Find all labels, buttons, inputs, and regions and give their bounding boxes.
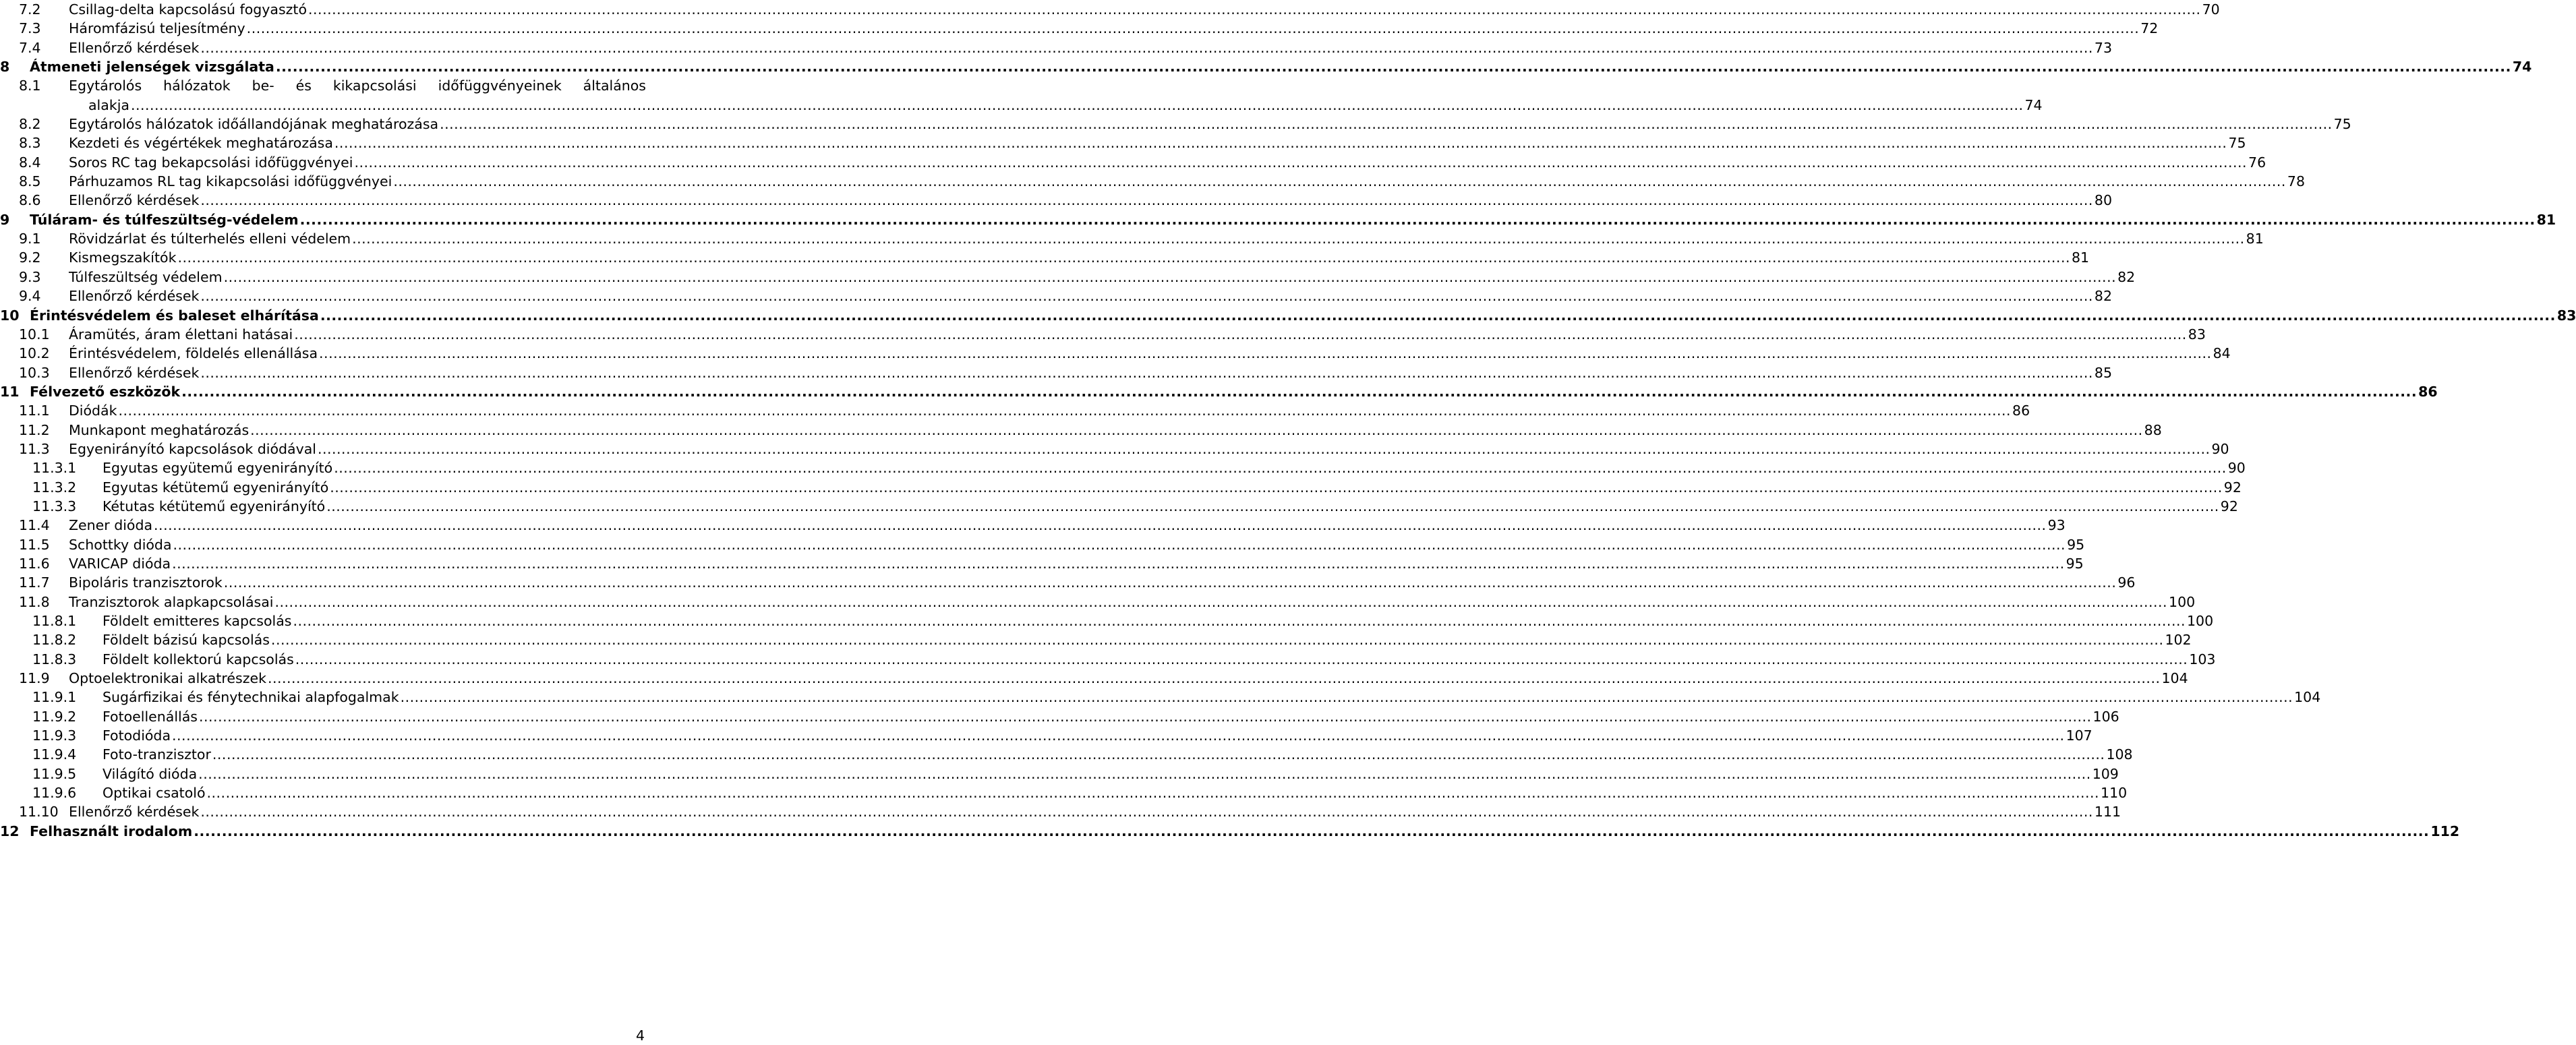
toc-entry[interactable] [0, 191, 2112, 210]
dot-leader: ................................................................................................................................................................................................................................................................................................................................................................................................................ [354, 154, 2248, 171]
toc-entry-number: 8.2 [19, 116, 41, 133]
toc-entry-title: VARICAP dióda [69, 555, 171, 572]
dot-leader: ................................................................................................................................................................................................................................................................................................................................................................................................................ [320, 307, 2556, 324]
toc-entry-title: Kétutas kétütemű egyenirányító [103, 498, 326, 514]
toc-entry-number: 10.3 [19, 364, 50, 381]
toc-entry-row [69, 440, 2229, 458]
dot-leader: ................................................................................................................................................................................................................................................................................................................................................................................................................ [154, 517, 2047, 534]
dot-leader: ................................................................................................................................................................................................................................................................................................................................................................................................................ [270, 632, 2164, 649]
dot-leader: ................................................................................................................................................................................................................................................................................................................................................................................................................ [250, 421, 2143, 438]
toc-entry-page: 75 [2333, 116, 2351, 133]
toc-entry-title: Diódák [69, 402, 117, 419]
toc-entry-number: 9.1 [19, 231, 41, 247]
toc-entry-page: 107 [2066, 727, 2092, 744]
toc-entry[interactable] [0, 745, 2133, 764]
toc-entry-number: 8 [0, 59, 10, 76]
toc-entry[interactable] [0, 210, 2556, 229]
toc-entry-title: Kezdeti és végértékek meghatározása [69, 135, 333, 152]
toc-entry-number: 11.3.3 [32, 498, 77, 514]
toc-entry[interactable] [0, 765, 2119, 783]
dot-leader: ................................................................................................................................................................................................................................................................................................................................................................................................................ [194, 823, 2430, 839]
dot-leader: ................................................................................................................................................................................................................................................................................................................................................................................................................ [295, 651, 2188, 667]
dot-leader: ................................................................................................................................................................................................................................................................................................................................................................................................................ [330, 479, 2223, 496]
toc-entry-title: Ellenőrző kérdések [69, 192, 200, 209]
toc-entry-number: 9 [0, 211, 10, 228]
dot-leader: ................................................................................................................................................................................................................................................................................................................................................................................................................ [440, 116, 2333, 133]
toc-entry-page: 86 [2012, 402, 2030, 419]
toc-entry[interactable] [0, 669, 2188, 688]
toc-entry-page: 95 [2066, 555, 2084, 572]
toc-entry-number: 11.9.2 [32, 708, 77, 725]
toc-entry-number: 11.9.3 [32, 727, 77, 744]
toc-entry-number: 7.4 [19, 39, 41, 56]
toc-entry[interactable] [0, 650, 2216, 669]
toc-entry-row [69, 133, 2246, 152]
toc-entry-page: 100 [2187, 613, 2214, 629]
toc-entry-page: 74 [2512, 59, 2532, 76]
toc-entry[interactable] [0, 19, 2159, 38]
toc-entry-title: Átmeneti jelenségek vizsgálata [30, 59, 274, 76]
toc-entry-row [69, 802, 2121, 821]
toc-entry-title: Érintésvédelem, földelés ellenállása [69, 345, 318, 362]
toc-entry-number: 8.3 [19, 135, 41, 152]
dot-leader: ................................................................................................................................................................................................................................................................................................................................................................................................................ [181, 383, 2418, 400]
toc-entry-title: Földelt bázisú kapcsolás [103, 632, 270, 649]
dot-leader: ................................................................................................................................................................................................................................................................................................................................................................................................................ [274, 593, 2168, 610]
toc-entry[interactable] [0, 535, 2085, 554]
toc-entry[interactable] [0, 363, 2112, 382]
toc-entry-title: Fotoellenállás [103, 708, 198, 725]
dot-leader: ................................................................................................................................................................................................................................................................................................................................................................................................................ [200, 364, 2093, 381]
toc-entry-title: Túlfeszültség védelem [69, 268, 223, 285]
toc-entry-title: Félvezető eszközök [30, 383, 181, 400]
toc-entry-title: Felhasznált irodalom [30, 823, 193, 839]
toc-entry-page: 70 [2202, 1, 2220, 18]
toc-entry[interactable] [0, 229, 2264, 248]
toc-entry-title: Ellenőrző kérdések [69, 364, 200, 381]
toc-entry-page: 82 [2094, 288, 2112, 305]
toc-entry-number: 11.6 [19, 555, 50, 572]
toc-entry-number: 11.5 [19, 536, 50, 553]
toc-entry-number: 11.9.1 [32, 689, 77, 706]
toc-entry[interactable] [0, 115, 2351, 133]
toc-entry[interactable] [0, 287, 2112, 305]
toc-entry-page: 92 [2223, 479, 2242, 496]
toc-entry-page: 102 [2165, 632, 2192, 649]
toc-entry-page: 74 [2024, 96, 2043, 113]
toc-entry-number: 11.3.2 [32, 479, 77, 496]
toc-entry-number: 11.8.1 [32, 613, 77, 629]
toc-entry-number: 11.9.5 [32, 765, 77, 782]
toc-entry-number: 8.4 [19, 154, 41, 171]
toc-entry-number: 11.7 [19, 574, 50, 591]
toc-entry-title: Világító dióda [103, 765, 198, 782]
dot-leader: ................................................................................................................................................................................................................................................................................................................................................................................................................ [400, 689, 2293, 706]
dot-leader: ................................................................................................................................................................................................................................................................................................................................................................................................................ [200, 39, 2093, 56]
toc-entry-page: 81 [2246, 231, 2264, 247]
toc-entry-page: 84 [2213, 345, 2231, 362]
toc-entry[interactable] [0, 248, 2090, 267]
toc-entry-row [103, 458, 2246, 477]
dot-leader: ................................................................................................................................................................................................................................................................................................................................................................................................................ [223, 574, 2117, 591]
toc-entry-number: 7.3 [19, 20, 41, 37]
toc-entry[interactable] [0, 783, 2128, 802]
toc-entry-row [69, 516, 2066, 535]
toc-entry-page: 85 [2094, 364, 2112, 381]
dot-leader: ................................................................................................................................................................................................................................................................................................................................................................................................................ [130, 96, 2024, 113]
toc-entry[interactable] [0, 76, 2043, 115]
toc-entry-page: 111 [2094, 804, 2121, 820]
toc-entry-row [69, 191, 2112, 210]
toc-entry-page: 90 [2211, 440, 2229, 457]
toc-entry-row [103, 726, 2092, 745]
toc-entry-number: 10.1 [19, 326, 50, 342]
dot-leader: ................................................................................................................................................................................................................................................................................................................................................................................................................ [198, 765, 2091, 782]
toc-entry[interactable] [0, 401, 2030, 420]
toc-entry[interactable] [0, 0, 2220, 19]
toc-entry-title: alakja [88, 96, 129, 113]
toc-entry[interactable] [0, 57, 2532, 76]
toc-entry-row [69, 0, 2220, 19]
toc-entry-page: 83 [2188, 326, 2206, 342]
toc-entry-number: 11.2 [19, 421, 50, 438]
toc-entry[interactable] [0, 268, 2136, 287]
toc-entry-page: 81 [2071, 249, 2090, 266]
toc-entry-row [103, 765, 2119, 783]
dot-leader: ................................................................................................................................................................................................................................................................................................................................................................................................................ [393, 173, 2286, 190]
toc-entry-row [69, 535, 2085, 554]
toc-entry-number: 10.2 [19, 345, 50, 362]
toc-entry-row [30, 382, 2438, 401]
toc-entry-title: Optikai csatoló [103, 785, 206, 802]
toc-entry-page: 106 [2092, 708, 2119, 725]
toc-entry-number: 11.3.1 [32, 460, 77, 477]
toc-entry-title: Foto-tranzisztor [103, 746, 211, 763]
toc-entry[interactable] [0, 611, 2214, 630]
dot-leader: ................................................................................................................................................................................................................................................................................................................................................................................................................ [172, 555, 2065, 572]
toc-entry[interactable] [0, 172, 2305, 191]
toc-entry-page: 108 [2106, 746, 2133, 763]
toc-entry[interactable] [0, 440, 2229, 458]
toc-entry-row [103, 745, 2133, 764]
toc-entry-number: 11.9 [19, 670, 50, 687]
toc-entry-title: Túláram- és túlfeszültség-védelem [30, 211, 299, 228]
dot-leader: ................................................................................................................................................................................................................................................................................................................................................................................................................ [206, 785, 2100, 802]
toc-entry-row [69, 573, 2136, 592]
toc-entry-row [103, 783, 2128, 802]
dot-leader: ................................................................................................................................................................................................................................................................................................................................................................................................................ [317, 440, 2211, 457]
toc-entry-title: Áramütés, áram élettani hatásai [69, 326, 293, 342]
toc-entry-page: 90 [2227, 460, 2246, 477]
dot-leader: ................................................................................................................................................................................................................................................................................................................................................................................................................ [308, 1, 2201, 18]
toc-entry-page: 93 [2047, 517, 2066, 534]
toc-entry-number: 11.10 [19, 804, 59, 820]
toc-entry-title: Kismegszakítók [69, 249, 177, 266]
toc-entry-title: Sugárfizikai és fénytechnikai alapfogalmak [103, 689, 399, 706]
toc-entry-row [69, 248, 2090, 267]
toc-entry-page: 73 [2094, 39, 2112, 56]
toc-entry[interactable] [0, 707, 2119, 726]
toc-entry[interactable] [0, 38, 2112, 57]
toc-entry[interactable] [0, 133, 2246, 152]
toc-entry-number: 9.4 [19, 288, 41, 305]
toc-entry-number: 11.9.4 [32, 746, 77, 763]
dot-leader: ................................................................................................................................................................................................................................................................................................................................................................................................................ [246, 20, 2140, 37]
toc-entry-row [103, 611, 2214, 630]
toc-entry-row [69, 593, 2196, 611]
toc-entry-title: Földelt kollektorú kapcsolás [103, 651, 294, 667]
toc-entry-page: 75 [2228, 135, 2246, 152]
dot-leader: ................................................................................................................................................................................................................................................................................................................................................................................................................ [275, 59, 2511, 76]
toc-entry[interactable] [0, 802, 2121, 821]
toc-entry-row [30, 822, 2460, 841]
toc-entry-row [103, 497, 2238, 516]
dot-leader: ................................................................................................................................................................................................................................................................................................................................................................................................................ [294, 326, 2187, 342]
toc-entry-title: Földelt emitteres kapcsolás [103, 613, 292, 629]
dot-leader: ................................................................................................................................................................................................................................................................................................................................................................................................................ [326, 498, 2219, 514]
toc-entry-number: 8.1 [19, 78, 41, 94]
toc-entry-page: 104 [2294, 689, 2321, 706]
toc-entry-title: Ellenőrző kérdések [69, 39, 200, 56]
dot-leader: ................................................................................................................................................................................................................................................................................................................................................................................................................ [299, 211, 2536, 228]
toc-entry-row [69, 421, 2162, 440]
toc-entry-page: 76 [2248, 154, 2266, 171]
toc-entry-row [69, 325, 2206, 344]
toc-entry-title: Bipoláris tranzisztorok [69, 574, 223, 591]
toc-entry-title: Egytárolós hálózatok időállandójának meghatározása [69, 116, 439, 133]
toc-entry-title: Munkapont meghatározás [69, 421, 250, 438]
toc-entry-row [30, 306, 2576, 325]
toc-entry-title: Ellenőrző kérdések [69, 804, 200, 820]
toc-entry-number: 11.4 [19, 517, 50, 534]
dot-leader: ................................................................................................................................................................................................................................................................................................................................................................................................................ [172, 727, 2065, 744]
toc-entry-title: Egyenirányító kapcsolások diódával [69, 440, 316, 457]
toc-entry-number: 8.5 [19, 173, 41, 190]
toc-entry-number: 11.8 [19, 593, 50, 610]
toc-entry-row [69, 401, 2030, 420]
toc-entry-number: 11 [0, 383, 20, 400]
dot-leader: ................................................................................................................................................................................................................................................................................................................................................................................................................ [212, 746, 2105, 763]
toc-entry-title: Csillag-delta kapcsolású fogyasztó [69, 1, 308, 18]
toc-entry-title: Optoelektronikai alkatrészek [69, 670, 266, 687]
toc-entry-number: 7.2 [19, 1, 41, 18]
toc-entry[interactable] [0, 497, 2238, 516]
dot-leader: ................................................................................................................................................................................................................................................................................................................................................................................................................ [293, 613, 2186, 629]
toc-entry-number: 12 [0, 823, 20, 839]
toc-entry-number: 8.6 [19, 192, 41, 209]
toc-entry-row [103, 707, 2119, 726]
toc-entry-title: Zener dióda [69, 517, 153, 534]
toc-entry-title: Fotodióda [103, 727, 171, 744]
toc-entry-page: 104 [2161, 670, 2188, 687]
toc-entry-number: 11.9.6 [32, 785, 77, 802]
toc-entry-page: 81 [2536, 211, 2556, 228]
dot-leader: ................................................................................................................................................................................................................................................................................................................................................................................................................ [199, 708, 2092, 725]
dot-leader: ................................................................................................................................................................................................................................................................................................................................................................................................................ [334, 460, 2227, 477]
toc-entry-row [69, 287, 2112, 305]
toc-entry-title: Schottky dióda [69, 536, 172, 553]
dot-leader: ................................................................................................................................................................................................................................................................................................................................................................................................................ [319, 345, 2212, 362]
toc-entry-title-line1: Egytárolós hálózatok be- és kikapcsolási időfüggvényeinek általános [69, 78, 646, 94]
dot-leader: ................................................................................................................................................................................................................................................................................................................................................................................................................ [200, 288, 2093, 305]
toc-entry[interactable] [0, 325, 2206, 344]
toc-entry-page: 110 [2101, 785, 2128, 802]
toc-entry-row [69, 229, 2264, 248]
toc-entry-row [30, 57, 2532, 76]
toc-entry[interactable] [0, 630, 2192, 649]
page-number: 4 [635, 1027, 645, 1044]
toc-entry-row [69, 153, 2266, 172]
toc-entry-row [30, 210, 2556, 229]
dot-leader: ................................................................................................................................................................................................................................................................................................................................................................................................................ [173, 536, 2066, 553]
toc-entry-page: 88 [2144, 421, 2162, 438]
toc-entry-page: 78 [2287, 173, 2305, 190]
toc-entry-row [69, 363, 2112, 382]
toc-entry-row [69, 38, 2112, 57]
toc-entry[interactable] [0, 421, 2162, 440]
toc-entry[interactable] [0, 382, 2438, 401]
toc-entry[interactable] [0, 458, 2246, 477]
toc-entry-row [69, 344, 2231, 363]
toc-entry-number: 10 [0, 307, 20, 324]
dot-leader: ................................................................................................................................................................................................................................................................................................................................................................................................................ [118, 402, 2012, 419]
toc-entry-row [69, 554, 2084, 573]
dot-leader: ................................................................................................................................................................................................................................................................................................................................................................................................................ [223, 268, 2117, 285]
toc-entry-row [69, 172, 2305, 191]
toc-entry-title: Egyutas együtemű egyenirányító [103, 460, 333, 477]
toc-entry-row [103, 650, 2216, 669]
toc-entry-row [103, 630, 2192, 649]
dot-leader: ................................................................................................................................................................................................................................................................................................................................................................................................................ [267, 670, 2161, 687]
toc-entry[interactable] [0, 593, 2196, 611]
toc-entry-page: 109 [2092, 765, 2119, 782]
dot-leader: ................................................................................................................................................................................................................................................................................................................................................................................................................ [177, 249, 2070, 266]
toc-entry-number: 11.8.2 [32, 632, 77, 649]
toc-entry-title: Háromfázisú teljesítmény [69, 20, 245, 37]
toc-entry-number: 11.3 [19, 440, 50, 457]
toc-entry[interactable] [0, 478, 2242, 497]
toc-entry-row [69, 268, 2136, 287]
toc-entry-row [69, 19, 2159, 38]
toc-entry-row [69, 669, 2188, 688]
toc-entry-number: 9.3 [19, 268, 41, 285]
toc-entry-title: Tranzisztorok alapkapcsolásai [69, 593, 274, 610]
toc-entry-page: 92 [2220, 498, 2238, 514]
toc-entry[interactable] [0, 726, 2092, 745]
toc-entry-page: 96 [2117, 574, 2136, 591]
dot-leader: ................................................................................................................................................................................................................................................................................................................................................................................................................ [334, 135, 2227, 152]
dot-leader: ................................................................................................................................................................................................................................................................................................................................................................................................................ [200, 804, 2093, 820]
toc-entry-title: Egyutas kétütemű egyenirányító [103, 479, 329, 496]
toc-entry-page: 103 [2189, 651, 2216, 667]
toc-entry-page: 80 [2094, 192, 2112, 209]
toc-entry-page: 82 [2117, 268, 2136, 285]
toc-entry-page: 72 [2140, 20, 2159, 37]
toc-entry[interactable] [0, 516, 2066, 535]
toc-entry-title: Rövidzárlat és túlterhelés elleni védelem [69, 231, 351, 247]
toc-entry-page: 112 [2430, 823, 2460, 839]
toc-entry-row [103, 688, 2321, 707]
toc-entry-number: 9.2 [19, 249, 41, 266]
toc-entry[interactable] [0, 822, 2460, 841]
dot-leader: ................................................................................................................................................................................................................................................................................................................................................................................................................ [352, 231, 2245, 247]
toc-entry[interactable] [0, 554, 2084, 573]
toc-entry-page: 83 [2556, 307, 2576, 324]
toc-entry-row [103, 478, 2242, 497]
toc-entry-title: Párhuzamos RL tag kikapcsolási időfüggvényei [69, 173, 392, 190]
toc-entry[interactable] [0, 344, 2231, 363]
toc-entry-page: 100 [2169, 593, 2196, 610]
toc-entry-title: Soros RC tag bekapcsolási időfüggvényei [69, 154, 353, 171]
toc-entry[interactable] [0, 306, 2576, 325]
dot-leader: ................................................................................................................................................................................................................................................................................................................................................................................................................ [200, 192, 2093, 209]
toc-entry-page: 86 [2418, 383, 2438, 400]
toc-entry-number: 11.8.3 [32, 651, 77, 667]
toc-entry[interactable] [0, 688, 2321, 707]
toc-entry-row [88, 96, 2043, 115]
toc-entry[interactable] [0, 153, 2266, 172]
toc-entry-title: Ellenőrző kérdések [69, 288, 200, 305]
toc-entry-title: Érintésvédelem és baleset elhárítása [30, 307, 319, 324]
toc-entry-number: 11.1 [19, 402, 50, 419]
toc-entry-row [69, 115, 2351, 133]
toc-entry[interactable] [0, 573, 2136, 592]
toc-entry-page: 95 [2067, 536, 2085, 553]
